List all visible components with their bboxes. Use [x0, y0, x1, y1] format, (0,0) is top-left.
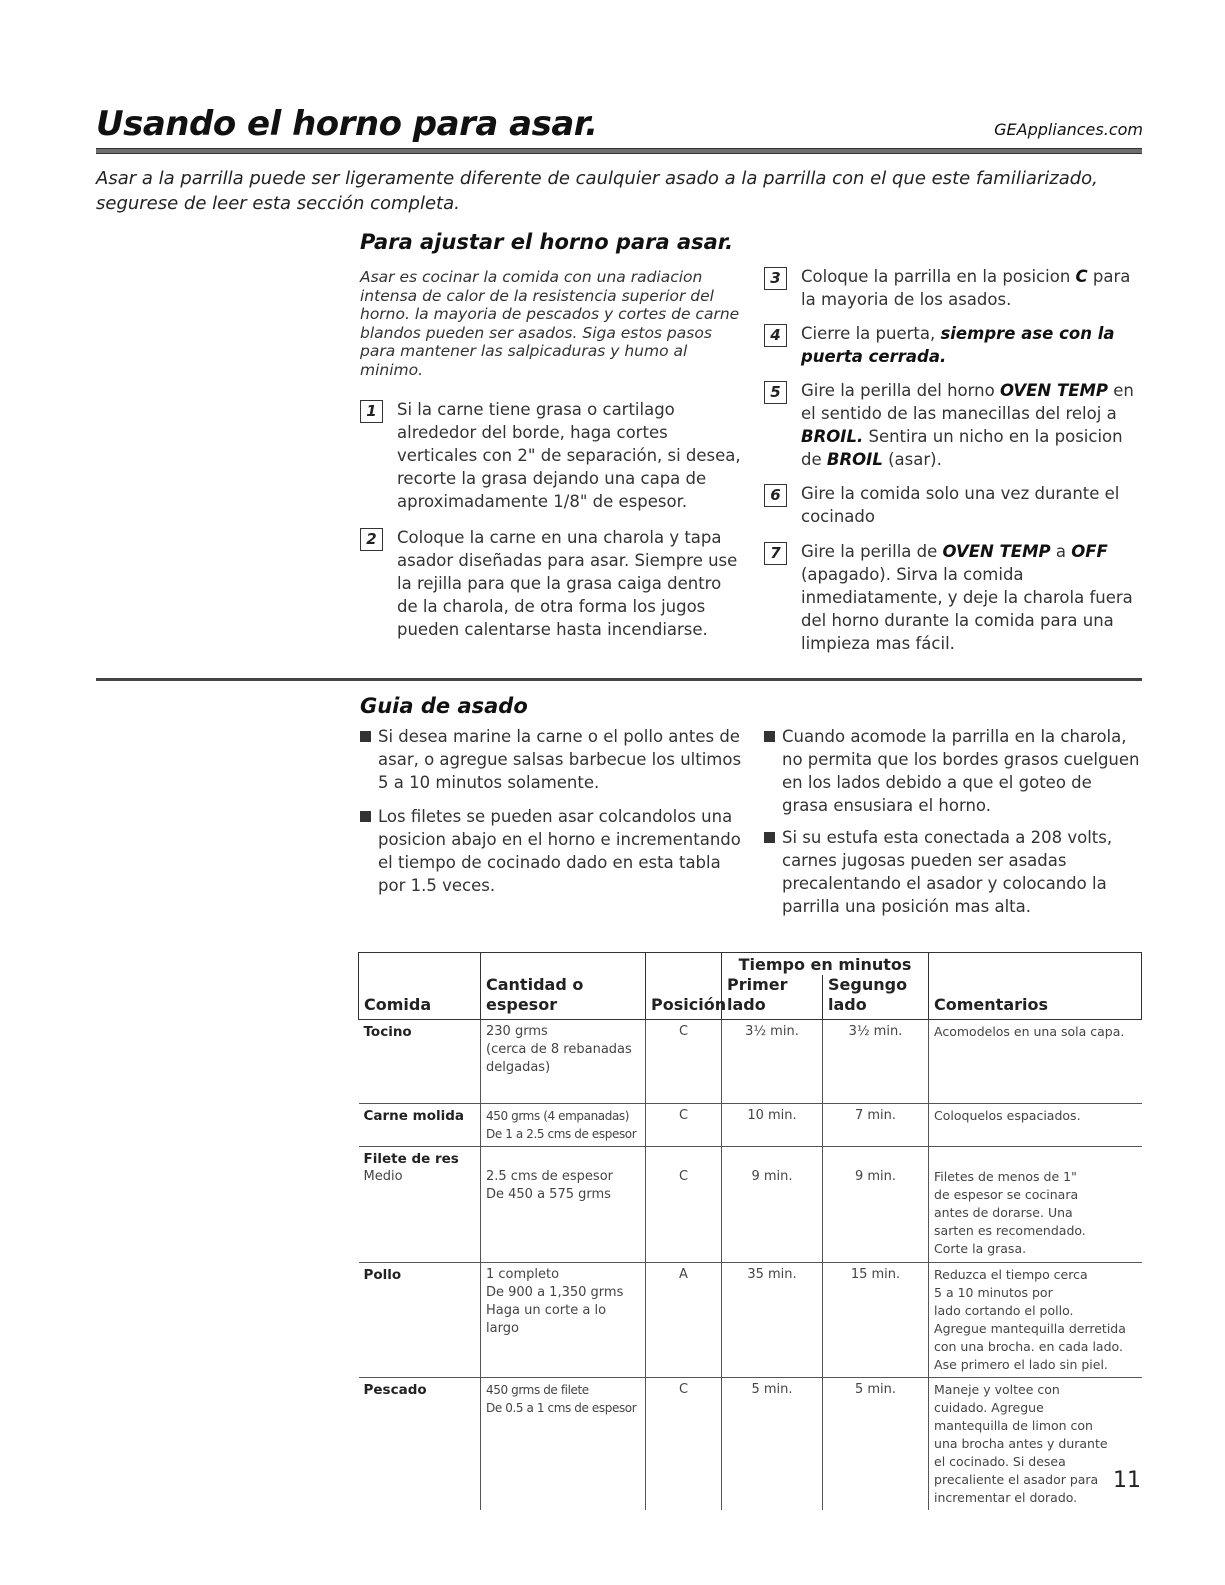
- step-number: 1: [360, 400, 383, 423]
- intro-text: Asar a la parrilla puede ser ligeramente diferente de caulquier asado a la parrilla con el que este familiarizado, segurese de leer esta sección completa.: [96, 168, 1098, 214]
- table-row: [359, 1104, 1142, 1147]
- header-comments: Comentarios: [929, 953, 1142, 1020]
- setup-heading: Para ajustar el horno para asar.: [360, 230, 734, 254]
- guide-bullet: Los filetes se pueden asar colcandolos una posicion abajo en el horno e incrementando el tiempo de cocinado dado en esta tabla por 1.5 veces.: [360, 805, 745, 897]
- header-second-side: Segungo lado: [823, 975, 929, 1020]
- food-cell: [359, 1147, 481, 1263]
- setup-description: Asar es cocinar la comida con una radiacion intensa de calor de la resistencia superior del horno. la mayoria de pescados y cortes de carne blandos pueden ser asados. Siga estos pasos para mantener las salpicaduras y humo al minimo.: [360, 268, 740, 379]
- food-name: Tocino: [363, 1024, 412, 1040]
- second-side-cell: 7 min.: [823, 1104, 929, 1147]
- quantity-cell: 230 grms (cerca de 8 rebanadas delgadas): [481, 1020, 646, 1104]
- comment-cell: Filetes de menos de 1" de espesor se cocinara antes de dorarse. Una sarten es recomendado. Corte la grasa.: [929, 1147, 1142, 1263]
- guide-bullet: Si su estufa esta conectada a 208 volts, carnes jugosas pueden ser asadas precalentando el asador y colocando la parrilla una posición mas alta.: [764, 826, 1142, 918]
- header-first-side: Primer lado: [722, 975, 823, 1020]
- first-side-cell: 35 min.: [722, 1263, 823, 1378]
- step-number: 7: [764, 542, 787, 565]
- step-2: [360, 526, 745, 641]
- step-number: 6: [764, 484, 787, 507]
- table-header-row: [359, 953, 1142, 976]
- table-row: [359, 1147, 1142, 1263]
- first-side-cell: 3½ min.: [722, 1020, 823, 1104]
- first-side-cell: 5 min.: [722, 1378, 823, 1511]
- step-text: Gire la perilla del horno OVEN TEMP en el sentido de las manecillas del reloj a BROIL. Sentira un nicho en la posicion de BROIL (asar).: [801, 381, 1134, 469]
- page-title: Usando el horno para asar.: [96, 104, 598, 144]
- header-food: Comida: [359, 953, 481, 1020]
- bullet-square-icon: [360, 811, 371, 822]
- position-cell: C: [646, 1147, 722, 1263]
- food-cell: [359, 1263, 481, 1378]
- website-label: GEAppliances.com: [994, 120, 1143, 139]
- step-1: [360, 398, 745, 513]
- food-name: Pollo: [363, 1267, 402, 1283]
- comment-cell: Coloquelos espaciados.: [929, 1104, 1142, 1147]
- section-divider: [96, 678, 1142, 681]
- guide-heading: Guia de asado: [360, 694, 528, 718]
- food-name: Filete de res: [363, 1151, 459, 1167]
- page-number: 11: [1113, 1468, 1141, 1493]
- bullet-square-icon: [360, 731, 371, 742]
- second-side-cell: 5 min.: [823, 1378, 929, 1511]
- quantity-cell: 450 grms (4 empanadas) De 1 a 2.5 cms de espesor: [481, 1104, 646, 1147]
- food-cell: [359, 1020, 481, 1104]
- table-row: [359, 1263, 1142, 1378]
- step-number: 2: [360, 528, 383, 551]
- food-cell: [359, 1378, 481, 1511]
- step-text: Gire la comida solo una vez durante el cocinado: [801, 484, 1120, 526]
- quantity-cell: 1 completo De 900 a 1,350 grms Haga un corte a lo largo: [481, 1263, 646, 1378]
- step-number: 5: [764, 381, 787, 404]
- table-row: [359, 1020, 1142, 1104]
- position-cell: C: [646, 1378, 722, 1511]
- table-row: [359, 1378, 1142, 1511]
- step-number: 3: [764, 267, 787, 290]
- top-divider: [96, 148, 1142, 154]
- step-number: 4: [764, 324, 787, 347]
- second-side-cell: 15 min.: [823, 1263, 929, 1378]
- comment-cell: Reduzca el tiempo cerca 5 a 10 minutos por lado cortando el pollo. Agregue mantequilla derretida con una brocha. en cada lado. Ase primero el lado sin piel.: [929, 1263, 1142, 1378]
- quantity-cell: 2.5 cms de espesor De 450 a 575 grms: [481, 1147, 646, 1263]
- second-side-cell: 3½ min.: [823, 1020, 929, 1104]
- step-6: [764, 482, 1142, 528]
- food-cell: [359, 1104, 481, 1147]
- step-3: [764, 265, 1142, 311]
- step-5: [764, 379, 1142, 471]
- bullet-square-icon: [764, 731, 775, 742]
- header-quantity: Cantidad o espesor: [481, 953, 646, 1020]
- guide-bullet: Si desea marine la carne o el pollo antes de asar, o agregue salsas barbecue los ultimos 5 a 10 minutos solamente.: [360, 725, 745, 794]
- first-side-cell: 9 min.: [722, 1147, 823, 1263]
- position-cell: C: [646, 1020, 722, 1104]
- food-name: Pescado: [363, 1382, 427, 1398]
- position-cell: A: [646, 1263, 722, 1378]
- step-text: Coloque la carne en una charola y tapa asador diseñadas para asar. Siempre use la rejilla para que la grasa caiga dentro de la charola, de otra forma los jugos pueden calentarse hasta incendiarse.: [397, 528, 738, 639]
- guide-bullet: Cuando acomode la parrilla en la charola, no permita que los bordes grasos cuelguen en los lados debido a que el goteo de grasa ensusiara el horno.: [764, 725, 1142, 817]
- quantity-cell: 450 grms de filete De 0.5 a 1 cms de espesor: [481, 1378, 646, 1511]
- header-time-group: Tiempo en minutos: [722, 953, 929, 976]
- step-text: Coloque la parrilla en la posicion C para la mayoria de los asados.: [801, 267, 1131, 309]
- comment-cell: Acomodelos en una sola capa.: [929, 1020, 1142, 1104]
- food-name: Carne molida: [363, 1108, 465, 1124]
- position-cell: C: [646, 1104, 722, 1147]
- comment-cell: Maneje y voltee con cuidado. Agregue mantequilla de limon con una brocha antes y durante el cocinado. Si desea precaliente el asador para incrementar el dorado.: [929, 1378, 1142, 1511]
- step-text: Si la carne tiene grasa o cartilago alrededor del borde, haga cortes verticales con 2" de separación, si desea, recorte la grasa dejando una capa de aproximadamente 1/8" de espesor.: [397, 400, 741, 511]
- step-7: [764, 540, 1142, 655]
- step-text: Gire la perilla de OVEN TEMP a OFF (apagado). Sirva la comida inmediatamente, y deje la charola fuera del horno durante la comida para una limpieza mas fácil.: [801, 542, 1133, 653]
- second-side-cell: 9 min.: [823, 1147, 929, 1263]
- first-side-cell: 10 min.: [722, 1104, 823, 1147]
- food-subtype: Medio: [363, 1169, 403, 1184]
- broiling-guide-table: [358, 952, 1142, 1510]
- header-position: Posición: [646, 953, 722, 1020]
- step-text: Cierre la puerta, siempre ase con la puerta cerrada.: [801, 324, 1115, 366]
- bullet-square-icon: [764, 832, 775, 843]
- step-4: [764, 322, 1142, 368]
